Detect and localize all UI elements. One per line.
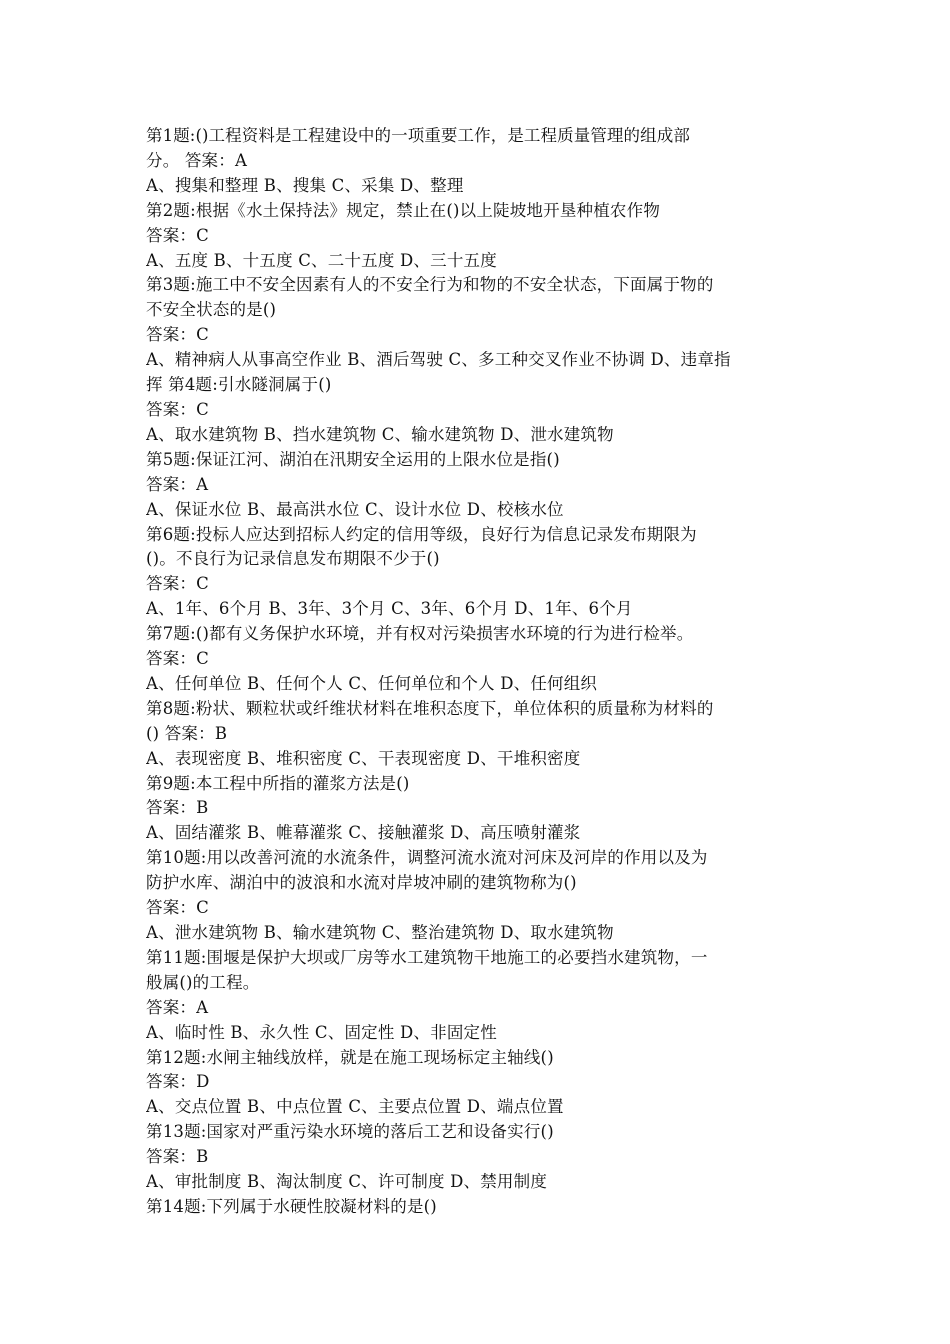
question-8-text: 第8题:粉状、颗粒状或纤维状材料在堆积态度下，单位体积的质量称为材料的 xyxy=(146,698,714,718)
question-10-answer: 答案：C xyxy=(146,898,209,918)
question-6-text: 第6题:投标人应达到招标人约定的信用等级，良好行为信息记录发布期限为 xyxy=(146,524,697,544)
question-9-options: A、固结灌浆 B、帷幕灌浆 C、接触灌浆 D、高压喷射灌浆 xyxy=(146,823,581,843)
question-5-answer: 答案：A xyxy=(146,474,209,494)
question-1-options: A、搜集和整理 B、搜集 C、采集 D、整理 xyxy=(146,175,464,195)
question-2-options: A、五度 B、十五度 C、二十五度 D、三十五度 xyxy=(146,250,497,270)
question-1-answer: 分。 答案：A xyxy=(146,150,248,170)
question-1-text: 第1题:()工程资料是工程建设中的一项重要工作，是工程质量管理的组成部 xyxy=(146,126,690,145)
question-4-text: 挥 第4题:引水隧洞属于() xyxy=(146,375,332,395)
question-3-text: 第3题:施工中不安全因素有人的不安全行为和物的不安全状态，下面属于物的 xyxy=(146,275,714,295)
question-5-text: 第5题:保证江河、湖泊在汛期安全运用的上限水位是指() xyxy=(146,449,560,469)
question-6-answer: 答案：C xyxy=(146,574,209,594)
question-8-options: A、表现密度 B、堆积密度 C、干表现密度 D、干堆积密度 xyxy=(146,748,581,768)
question-14-text: 第14题:下列属于水硬性胶凝材料的是() xyxy=(146,1196,437,1216)
question-10-text: 第10题:用以改善河流的水流条件，调整河流水流对河床及河岸的作用以及为 xyxy=(146,848,708,868)
question-3-answer: 答案：C xyxy=(146,325,209,345)
question-10-options: A、泄水建筑物 B、输水建筑物 C、整治建筑物 D、取水建筑物 xyxy=(146,923,614,942)
question-4-answer: 答案：C xyxy=(146,399,209,419)
question-11-answer: 答案：A xyxy=(146,997,209,1017)
question-7-options: A、任何单位 B、任何个人 C、任何单位和个人 D、任何组织 xyxy=(146,673,598,693)
question-10-text-cont: 防护水库、湖泊中的波浪和水流对岸坡冲刷的建筑物称为() xyxy=(146,873,577,893)
question-11-options: A、临时性 B、永久性 C、固定性 D、非固定性 xyxy=(146,1022,497,1042)
question-8-answer: () 答案：B xyxy=(146,723,228,743)
question-13-text: 第13题:国家对严重污染水环境的落后工艺和设备实行() xyxy=(146,1122,554,1142)
question-6-options: A、1年、6个月 B、3年、3个月 C、3年、6个月 D、1年、6个月 xyxy=(146,599,633,619)
question-2-text: 第2题:根据《水土保持法》规定，禁止在()以上陡坡地开垦种植农作物 xyxy=(146,200,661,220)
question-5-options: A、保证水位 B、最高洪水位 C、设计水位 D、校核水位 xyxy=(146,499,564,519)
question-6-text-cont: ()。不良行为记录信息发布期限不少于() xyxy=(146,549,440,569)
question-9-answer: 答案：B xyxy=(146,798,209,818)
question-3-options: A、精神病人从事高空作业 B、酒后驾驶 C、多工种交叉作业不协调 D、违章指 xyxy=(146,350,731,370)
question-12-text: 第12题:水闸主轴线放样，就是在施工现场标定主轴线() xyxy=(146,1047,554,1067)
question-11-text-cont: 般属()的工程。 xyxy=(146,972,260,992)
question-12-answer: 答案：D xyxy=(146,1072,210,1092)
question-3-text-cont: 不安全状态的是() xyxy=(146,300,277,320)
question-4-options: A、取水建筑物 B、挡水建筑物 C、输水建筑物 D、泄水建筑物 xyxy=(146,424,614,444)
question-7-text: 第7题:()都有义务保护水环境，并有权对污染损害水环境的行为进行检举。 xyxy=(146,624,694,644)
question-13-answer: 答案：B xyxy=(146,1147,209,1167)
question-12-options: A、交点位置 B、中点位置 C、主要点位置 D、端点位置 xyxy=(146,1097,564,1117)
document-page xyxy=(146,124,816,1220)
question-2-answer: 答案：C xyxy=(146,225,209,245)
question-7-answer: 答案：C xyxy=(146,649,209,669)
question-13-options: A、审批制度 B、淘汰制度 C、许可制度 D、禁用制度 xyxy=(146,1172,548,1192)
question-9-text: 第9题:本工程中所指的灌浆方法是() xyxy=(146,773,410,793)
question-11-text: 第11题:围堰是保护大坝或厂房等水工建筑物干地施工的必要挡水建筑物，一 xyxy=(146,947,708,967)
